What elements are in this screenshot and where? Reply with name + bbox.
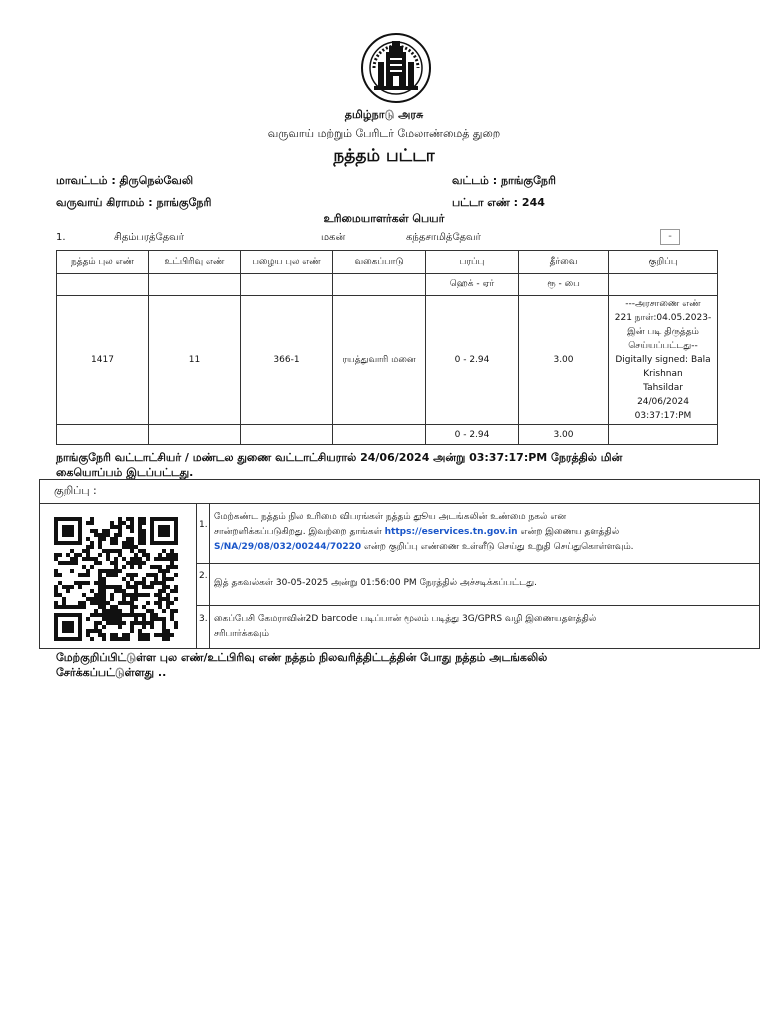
- remarks-line: இன் படி திருத்தம்: [627, 327, 699, 337]
- footer-line: சேர்க்கப்பட்டுள்ளது ..: [56, 666, 167, 679]
- tamil-nadu-emblem-icon: [360, 32, 432, 104]
- eservices-link[interactable]: https://eservices.tn.gov.in: [384, 527, 518, 537]
- owner-name: சிதம்பரத்தேவர்: [114, 232, 184, 243]
- footer-statement: [56, 650, 716, 680]
- area: 0 - 2.94: [426, 296, 519, 425]
- unit-cell: [609, 274, 718, 296]
- remarks-line: 221 நாள்:04.05.2023-: [614, 313, 712, 323]
- district: மாவட்டம் : திருநெல்வேலி: [56, 174, 194, 187]
- subdivision-number: 11: [149, 296, 241, 425]
- note-text: சான்றளிக்கப்படுகிறது. இவற்றை தாங்கள்: [214, 527, 385, 537]
- document-title: நத்தம் பட்டா: [333, 146, 435, 166]
- signature-line: கையொப்பம் இடப்பட்டது.: [56, 466, 194, 479]
- tax: 3.00: [519, 296, 609, 425]
- note-text: கைப்பேசி கேமராவின்2D barcode படிப்பான் மூலம் படித்து 3G/GPRS வழி இணையதளத்தில்: [214, 614, 597, 624]
- note-number: 1.: [199, 520, 208, 530]
- remarks-line: Tahsildar: [643, 383, 683, 393]
- note-item-2: [197, 564, 759, 606]
- owner-father-name: கந்தசாமித்தேவர்: [406, 232, 481, 243]
- notes-box: [39, 479, 760, 649]
- classification: ரயத்துவாரி மனை: [333, 296, 426, 425]
- old-survey-number: 366-1: [241, 296, 333, 425]
- remarks: [609, 296, 718, 425]
- broken-image-icon: -: [660, 229, 680, 245]
- column-header: குறிப்பு: [609, 251, 718, 274]
- footer-line: மேற்குறிப்பிட்டுள்ள புல எண்/உட்பிரிவு எண் நத்தம் நிலவரித்திட்டத்தின் போது நத்தம் அடங்கலில்: [56, 651, 548, 664]
- note-text: என்ற குறிப்பு எண்ணை உள்ளீடு செய்து உறுதி செய்துகொள்ளவும்.: [361, 542, 634, 552]
- remarks-line: Krishnan: [643, 369, 683, 379]
- column-header: நத்தம் புல எண்: [57, 251, 149, 274]
- total-row: [57, 425, 718, 445]
- revenue-village: வருவாய் கிராமம் : நாங்குநேரி: [56, 196, 212, 209]
- signature-line: நாங்குநேரி வட்டாட்சியர் / மண்டல துணை வட்டாட்சியரால் 24/06/2024 அன்று 03:37:17:PM நேரத்தில் மின்: [56, 451, 623, 464]
- tax-unit: ரூ - பை: [519, 274, 609, 296]
- survey-number: 1417: [57, 296, 149, 425]
- land-records-table: [56, 250, 718, 445]
- owners-heading: உரிமையாளர்கள் பெயர்: [323, 212, 445, 225]
- note-text: சரிபார்க்கவும்: [214, 629, 269, 639]
- note-text: இத் தகவல்கள் 30-05-2025 அன்று 01:56:00 PM நேரத்தில் அச்சடிக்கப்பட்டது.: [214, 578, 537, 588]
- owner-relation: மகன்: [321, 232, 346, 243]
- area-unit: ஹெக் - ஏர்: [426, 274, 519, 296]
- unit-cell: [333, 274, 426, 296]
- note-number: 3.: [199, 614, 208, 624]
- remarks-line: 24/06/2024: [637, 397, 689, 407]
- note-text: மேற்கண்ட நத்தம் நில உரிமை விபரங்கள் நத்தம் துூய அடங்கலின் உண்மை நகல் என: [214, 512, 567, 522]
- remarks-line: Digitally signed: Bala: [615, 355, 711, 365]
- owner-serial: 1.: [56, 232, 66, 243]
- column-header: உட்பிரிவு எண்: [149, 251, 241, 274]
- column-header: பழைய புல எண்: [241, 251, 333, 274]
- patta-number: பட்டா எண் : 244: [452, 196, 545, 209]
- unit-cell: [57, 274, 149, 296]
- reference-number: S/NA/29/08/032/00244/70220: [214, 542, 362, 552]
- government-name: தமிழ்நாடு அரசு: [344, 108, 424, 121]
- column-header: தீர்வை: [519, 251, 609, 274]
- column-header: பரப்பு: [426, 251, 519, 274]
- qr-code-icon: [54, 517, 178, 641]
- note-number: 2.: [199, 571, 208, 581]
- note-item-1: [197, 504, 759, 564]
- remarks-line: 03:37:17:PM: [634, 411, 692, 421]
- digital-signature-statement: [56, 450, 716, 480]
- remarks-line: செய்யப்பட்டது--: [628, 341, 698, 351]
- taluk: வட்டம் : நாங்குநேரி: [452, 174, 556, 187]
- table-row: [57, 296, 718, 425]
- note-text: என்ற இணைய தளத்தில்: [517, 527, 620, 537]
- total-tax: 3.00: [519, 425, 609, 445]
- unit-row: [57, 274, 718, 296]
- notes-title: குறிப்பு :: [40, 480, 759, 504]
- table-header-row: [57, 251, 718, 274]
- column-header: வகைப்பாடு: [333, 251, 426, 274]
- total-area: 0 - 2.94: [426, 425, 519, 445]
- unit-cell: [149, 274, 241, 296]
- remarks-line: ---அரசாணை எண்: [625, 299, 701, 309]
- unit-cell: [241, 274, 333, 296]
- note-item-3: [197, 606, 759, 649]
- department-name: வருவாய் மற்றும் பேரிடர் மேலாண்மைத் துறை: [267, 127, 501, 140]
